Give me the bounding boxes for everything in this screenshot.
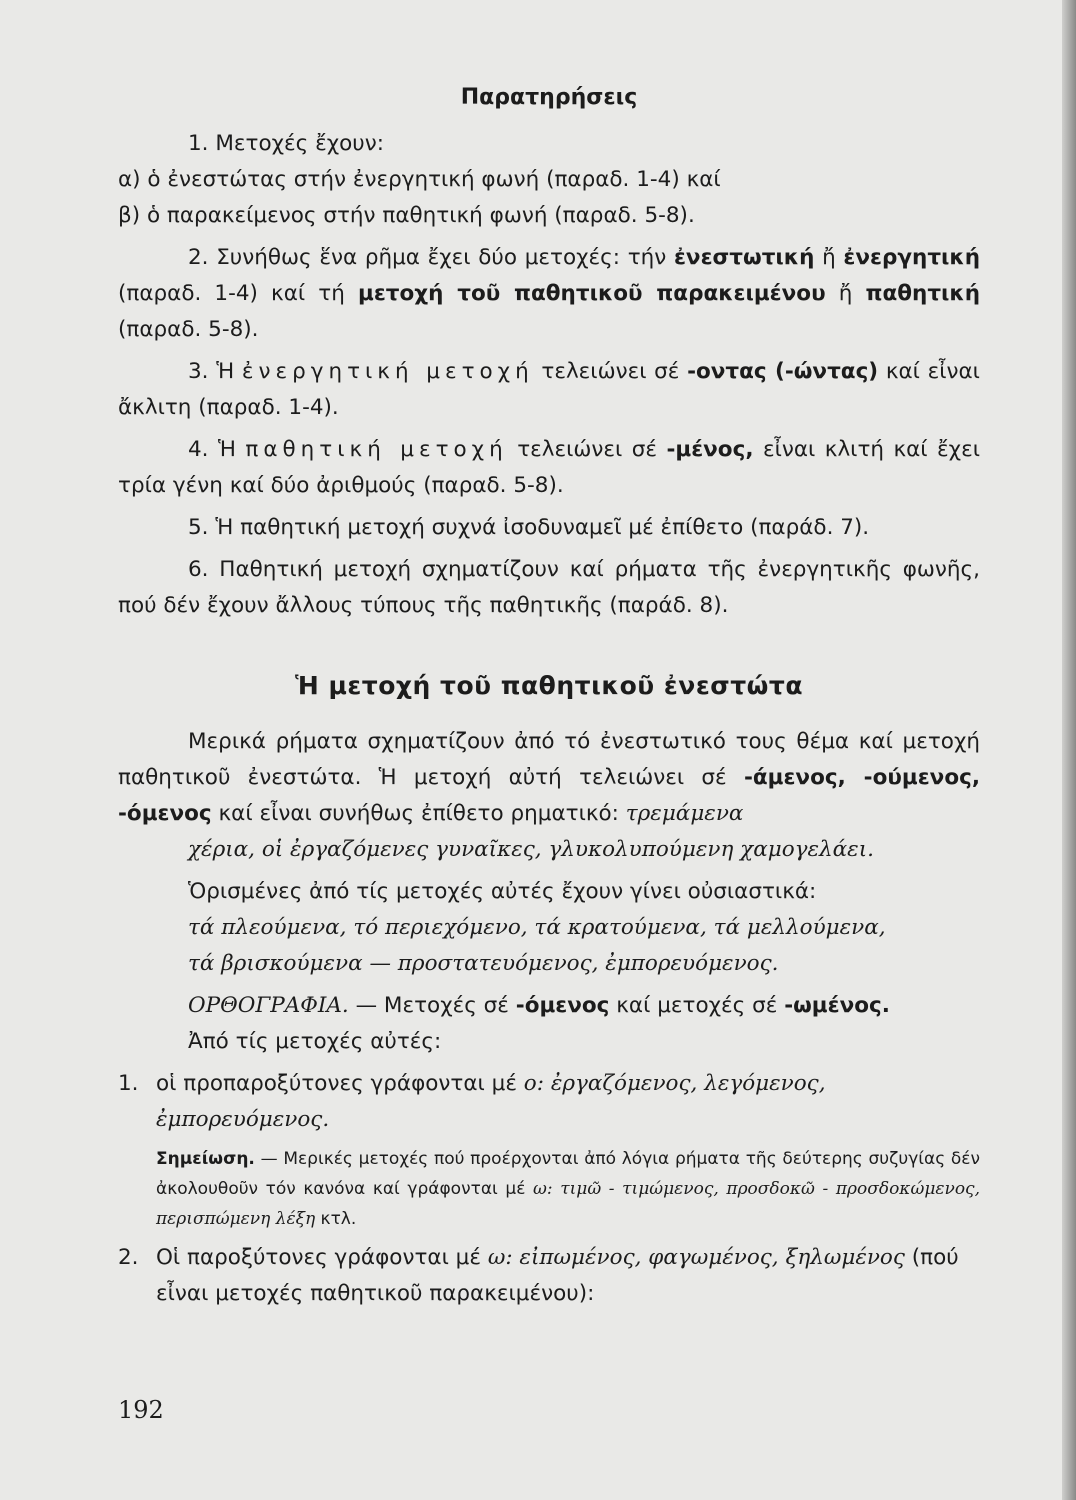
observation-2-text: 2. Συνήθως ἕνα ρῆμα ἔχει δύο μετοχές: τήν <box>188 245 674 270</box>
ending-menos: -μένος, <box>666 437 754 462</box>
observation-4 <box>118 432 980 504</box>
section-paragraph-2: Ὁρισμένες ἀπό τίς μετοχές αὐτές ἔχουν γίνει οὐσιαστικά: <box>188 879 817 904</box>
term-passive-perfect-participle: μετοχή τοῦ παθητικοῦ παρακειμένου <box>358 281 826 306</box>
page-number: 192 <box>118 1396 164 1424</box>
observation-2-text: ἤ <box>825 281 866 306</box>
orthography-text: καί μετοχές σέ <box>609 993 785 1018</box>
orthography-item-1 <box>118 1066 980 1138</box>
item-2-text: Οἱ παροξύτονες γράφονται μέ <box>156 1245 488 1270</box>
page-edge-shadow <box>1062 0 1076 1500</box>
item-2-examples: ω: εἰπωμένος, φαγωμένος, ξηλωμένος <box>487 1245 905 1270</box>
orthography-line <box>118 988 980 1024</box>
note-label: Σημείωση. <box>156 1149 255 1169</box>
observation-4-text: τελειώνει σέ <box>507 437 667 462</box>
page-content <box>118 80 980 1312</box>
observation-3-text: τελειώνει σέ <box>533 359 688 384</box>
section-examples-2a: τά πλεούμενα, τό περιεχόμενο, τά κρατούμενα, τά μελλούμενα, <box>188 915 886 940</box>
section-paragraph-text: καί εἶναι συνήθως ἐπίθετο ρηματικό: <box>211 801 626 826</box>
section-examples-1: χέρια, οἱ ἐργαζόμενες γυναῖκες, γλυκολυπούμενη χαμογελάει. <box>188 837 874 862</box>
endings-amenos-oumenos-omenos: -άμενος, -ούμενος, -όμενος <box>118 765 981 826</box>
section-paragraph-1 <box>118 724 980 832</box>
note-text: — Μερικές μετοχές πού προέρχονται ἀπό λόγια ρήματα τῆς δεύτερης συζυγίας δέν ἀκολουθοῦν τόν κανόνα καί γράφονται μέ <box>156 1149 980 1199</box>
note-omega: ω: <box>533 1179 553 1199</box>
term-pathitiki: παθητική <box>865 281 981 306</box>
observations-title: Παρατηρήσεις <box>460 85 638 110</box>
observation-2-text: ἤ <box>814 245 844 270</box>
observation-5: 5. Ἡ παθητική μετοχή συχνά ἰσοδυναμεῖ μέ ἐπίθετο (παράδ. 7). <box>188 515 870 540</box>
orthography-label: ΟΡΘΟΓΡΑΦΙΑ. <box>188 993 349 1018</box>
observation-3 <box>118 354 980 426</box>
observation-2-text: (παραδ. 5-8). <box>118 317 259 342</box>
term-enestotiki: ἐνεστωτική <box>673 245 815 270</box>
term-energitiki: ἐνεργητική <box>843 245 981 270</box>
orthography-intro: Ἀπό τίς μετοχές αὐτές: <box>188 1029 442 1054</box>
term-passive-participle: παθητική μετοχή <box>245 437 508 462</box>
observation-6: 6. Παθητική μετοχή σχηματίζουν καί ρήματα τῆς ἐνεργητικῆς φωνῆς, πού δέν ἔχουν ἄλλους τύπους τῆς παθητικῆς (παράδ. 8). <box>118 557 980 618</box>
observation-2 <box>118 240 980 348</box>
observation-4-text: 4. Ἡ <box>188 437 246 462</box>
section-heading: Ἡ μετοχή τοῦ παθητικοῦ ἐνεστώτα <box>294 671 804 700</box>
observation-3-text: 3. Ἡ <box>188 359 242 384</box>
observation-1-intro: 1. Μετοχές ἔχουν: <box>188 131 384 156</box>
note-examples: τιμῶ - τιμώμενος, προσδοκῶ - προσδοκώμενος, περισπώμενη λέξη <box>156 1179 980 1229</box>
ending-omenos-omega: -ωμένος. <box>784 993 890 1018</box>
list-number: 1. <box>118 1071 139 1096</box>
section-paragraph-text: Μερικά ρήματα σχηματίζουν ἀπό τό ἐνεστωτικό τους θέμα καί μετοχή παθητικοῦ ἐνεστώτα. Ἡ μετοχή αὐτή τελειώνει σέ <box>118 729 980 790</box>
ending-ontas: -οντας (-ώντας) <box>687 359 879 384</box>
list-body <box>156 1240 980 1312</box>
item-2-end: (πού εἶναι μετοχές παθητικοῦ παρακειμένου): <box>156 1245 959 1306</box>
item-1-text: οἱ προπαροξύτονες γράφονται μέ <box>156 1071 524 1096</box>
observation-1-a: α) ὁ ἐνεστώτας στήν ἐνεργητική φωνή (παραδ. 1-4) καί <box>118 167 721 192</box>
list-body <box>156 1066 980 1138</box>
orthography-item-2 <box>118 1240 980 1312</box>
term-active-participle: ἐνεργητική μετοχή <box>241 359 534 384</box>
observation-2-text: (παραδ. 1-4) καί τή <box>118 281 358 306</box>
observation-1-b: β) ὁ παρακείμενος στήν παθητική φωνή (παραδ. 5-8). <box>118 203 695 228</box>
list-number: 2. <box>118 1245 139 1270</box>
observation-3-text: καί εἶναι ἄκλιτη (παραδ. 1-4). <box>118 359 980 420</box>
ending-omenos: -όμενος <box>515 993 610 1018</box>
orthography-note <box>118 1144 980 1234</box>
item-1-examples: ο: ἐργαζόμενος, λεγόμενος, ἐμπορευόμενος. <box>156 1071 826 1132</box>
example-tremamena: τρεμάμενα <box>625 801 744 826</box>
orthography-text: — Μετοχές σέ <box>348 993 516 1018</box>
note-end: κτλ. <box>315 1209 357 1229</box>
observation-4-text: εἶναι κλιτή καί ἔχει τρία γένη καί δύο ἀριθμούς (παραδ. 5-8). <box>118 437 980 498</box>
section-examples-2b: τά βρισκούμενα — προστατευόμενος, ἐμπορευόμενος. <box>188 951 779 976</box>
